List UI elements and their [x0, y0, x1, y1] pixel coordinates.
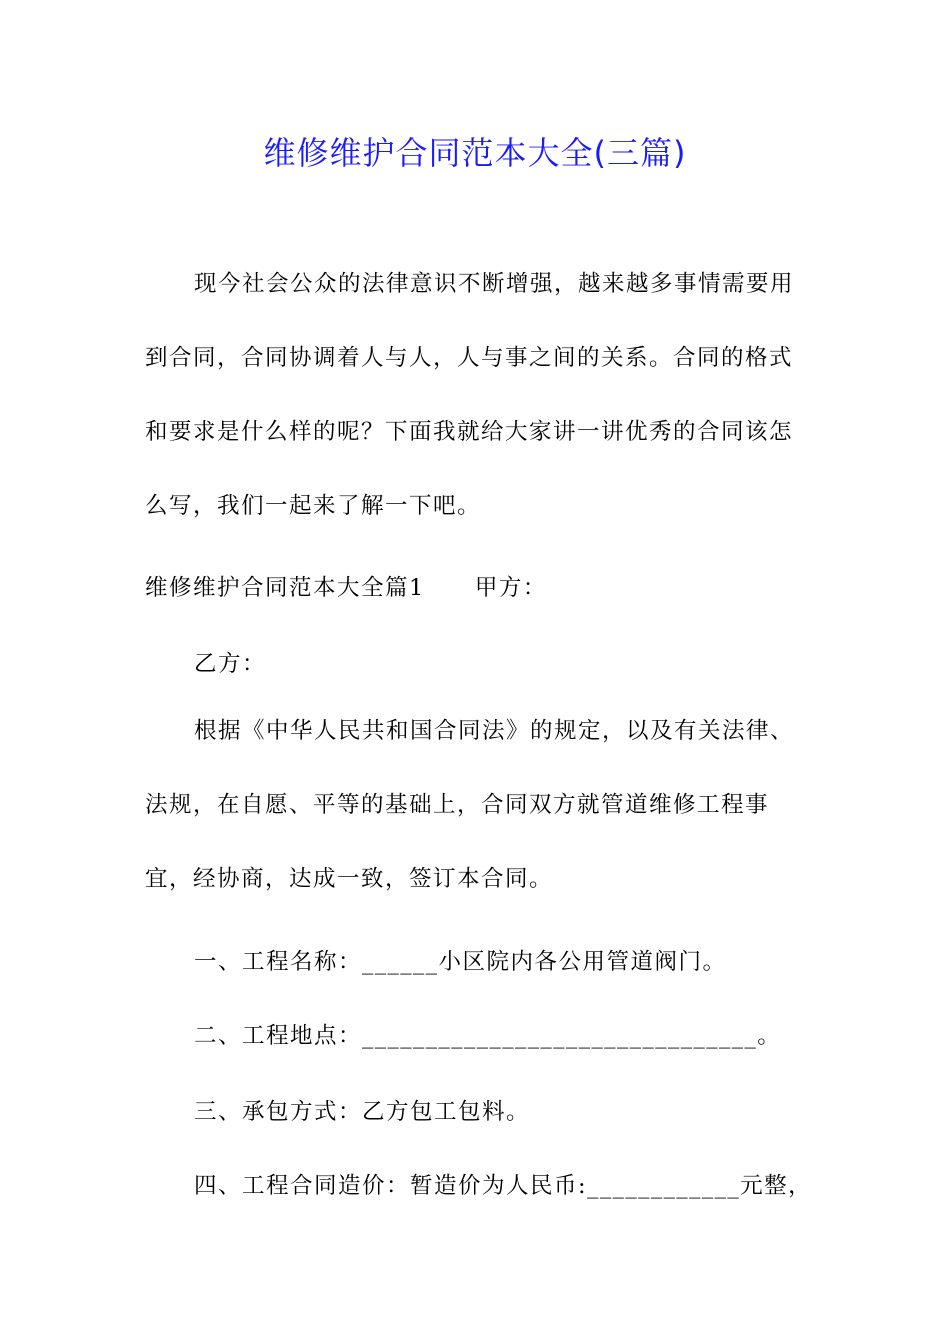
clause-item — [194, 1168, 812, 1200]
party-b-line — [194, 646, 266, 678]
clause-contract-price: 四、工程合同造价：暂造价为人民币:____________元整， — [194, 1173, 813, 1199]
party-a-label: 甲方： — [474, 575, 547, 601]
intro-paragraph-block — [145, 247, 810, 543]
basis-paragraph-block — [145, 694, 810, 916]
section-heading-line — [145, 570, 547, 602]
clause-project-location: 二、工程地点：_______________________________。 — [194, 1023, 782, 1049]
clause-contract-method: 三、承包方式：乙方包工包料。 — [194, 1099, 531, 1125]
clause-project-name: 一、工程名称：______小区院内各公用管道阀门。 — [194, 949, 727, 975]
party-b-label: 乙方： — [194, 651, 267, 677]
section-heading: 维修维护合同范本大全篇1 — [145, 575, 425, 601]
basis-paragraph: 根据《中华人民共和国合同法》的规定，以及有关法律、法规，在自愿、平等的基础上，合同双方就管道维修工程事宜，经协商，达成一致，签订本合同。 — [145, 718, 795, 892]
clause-item — [194, 1094, 530, 1126]
clause-item — [194, 1018, 781, 1050]
document-title: 维修维护合同范本大全(三篇) — [263, 134, 687, 172]
clause-item — [194, 944, 727, 976]
intro-paragraph: 现今社会公众的法律意识不断增强，越来越多事情需要用到合同，合同协调着人与人，人与事之间的关系。合同的格式和要求是什么样的呢？下面我就给大家讲一讲优秀的合同该怎么写，我们一起来了解一下吧。 — [145, 271, 795, 519]
